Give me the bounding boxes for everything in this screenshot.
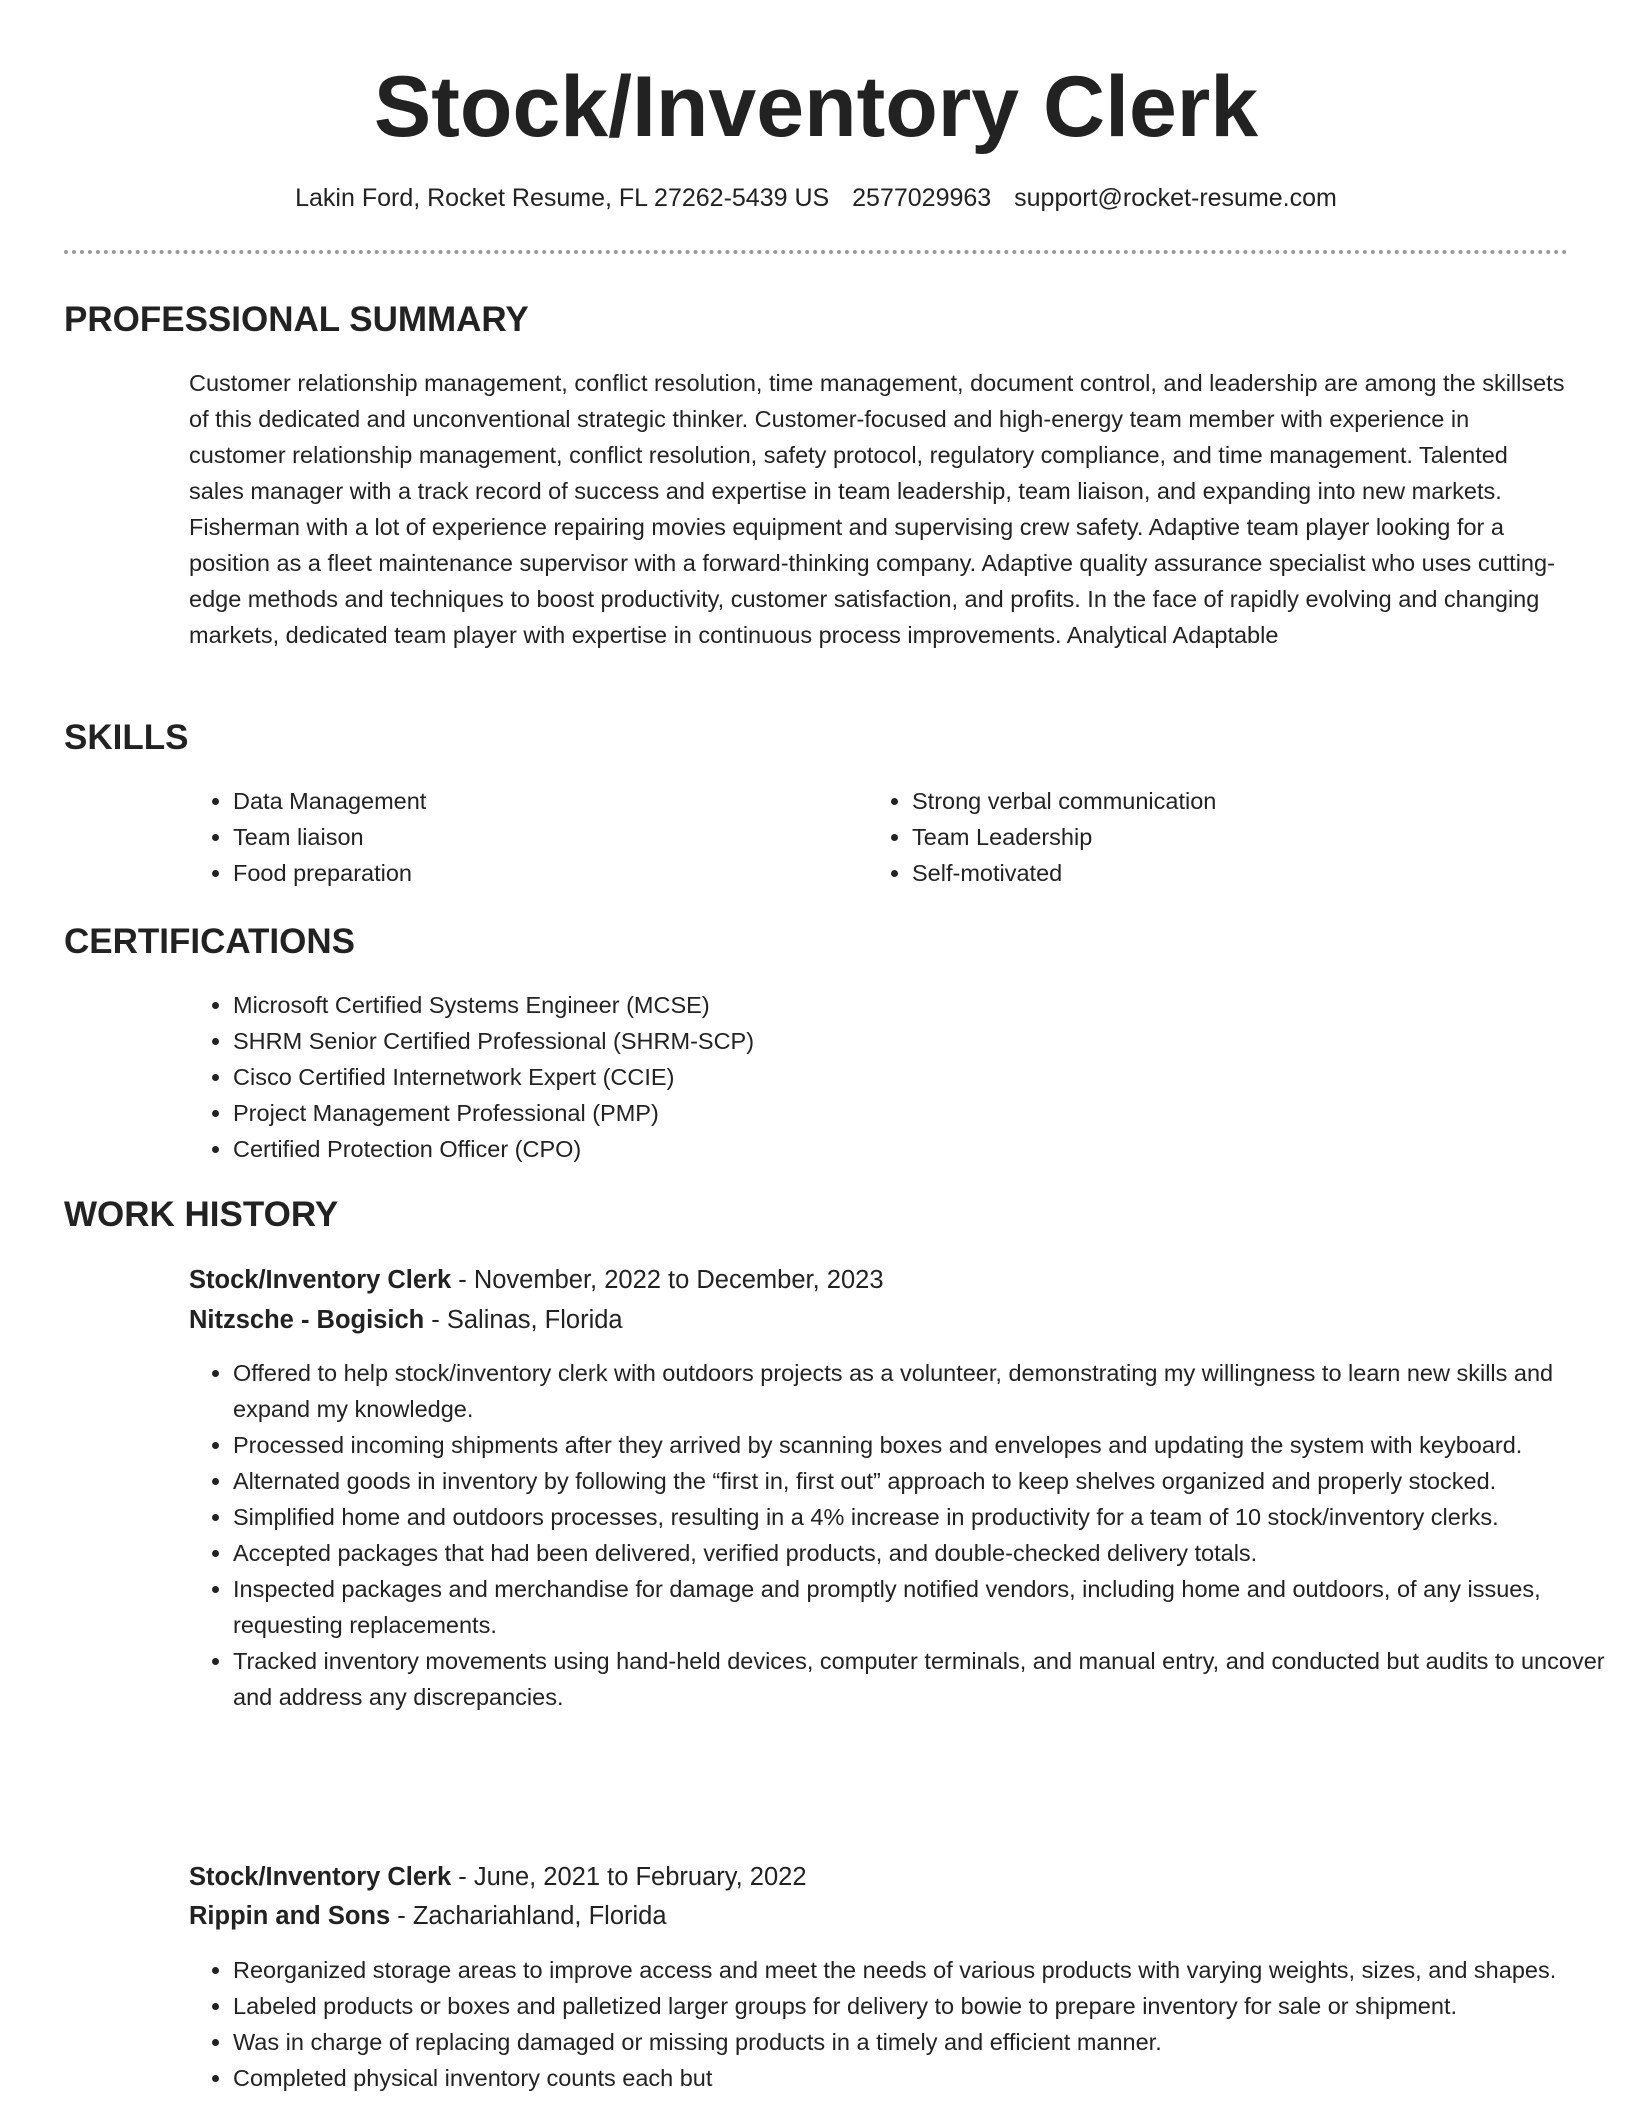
certification-item: • SHRM Senior Certified Professional (SHRM-SCP) — [233, 1023, 1533, 1059]
certifications-heading: CERTIFICATIONS — [64, 922, 356, 961]
certification-item: • Microsoft Certified Systems Engineer (MCSE) — [233, 987, 1533, 1023]
job-duty: • Reorganized storage areas to improve access and meet the needs of various products with varying weights, sizes, and shapes. — [233, 1952, 1613, 1988]
job-dates: - November, 2022 to December, 2023 — [451, 1266, 884, 1294]
skill-item: • Team liaison — [233, 819, 853, 855]
certifications-list — [189, 987, 1533, 1167]
job-company-line — [189, 1301, 623, 1339]
job-company: Nitzsche - Bogisich — [189, 1306, 425, 1334]
job-duty: • Simplified home and outdoors processes, resulting in a 4% increase in productivity for a team of 10 stock/inventory clerks. — [233, 1499, 1613, 1535]
skill-item: • Self-motivated — [912, 855, 1592, 891]
job-duty: • Labeled products or boxes and palletized larger groups for delivery to bowie to prepare inventory for sale or shipment. — [233, 1988, 1613, 2024]
header-divider — [64, 250, 1568, 254]
job-location: - Zachariahland, Florida — [390, 1902, 667, 1930]
job-duty: • Inspected packages and merchandise for damage and promptly notified vendors, including home and outdoors, of any issues, requesting replacements. — [233, 1571, 1613, 1643]
skills-heading: SKILLS — [64, 718, 189, 757]
job-duty: • Tracked inventory movements using hand-held devices, computer terminals, and manual entry, and conducted but audits to uncover and address any discrepancies. — [233, 1643, 1613, 1715]
contact-phone: 2577029963 — [852, 184, 992, 212]
job-duty: • Alternated goods in inventory by following the “first in, first out” approach to keep shelves organized and properly stocked. — [233, 1463, 1613, 1499]
skills-list-right — [868, 783, 1592, 891]
skill-item: • Strong verbal communication — [912, 783, 1592, 819]
job-title: Stock/Inventory Clerk — [189, 1863, 452, 1891]
job-duty: • Processed incoming shipments after they arrived by scanning boxes and envelopes and updating the system with keyboard. — [233, 1427, 1613, 1463]
contact-line — [0, 180, 1632, 216]
job-title-line — [189, 1858, 807, 1896]
job-duty: • Offered to help stock/inventory clerk with outdoors projects as a volunteer, demonstrating my willingness to learn new skills and expand my knowledge. — [233, 1355, 1613, 1427]
job-duty: • Accepted packages that had been delivered, verified products, and double-checked delivery totals. — [233, 1535, 1613, 1571]
contact-email: support@rocket-resume.com — [1014, 184, 1337, 212]
skills-list-left — [189, 783, 853, 891]
job-title-line — [189, 1261, 884, 1299]
job-location: - Salinas, Florida — [424, 1306, 623, 1334]
work-history-heading: WORK HISTORY — [64, 1195, 339, 1234]
job-duties-list — [189, 1355, 1613, 1715]
resume-title: Stock/Inventory Clerk — [373, 59, 1259, 155]
summary-heading: PROFESSIONAL SUMMARY — [64, 300, 529, 339]
job-duties-list — [189, 1952, 1613, 2096]
certification-item: • Cisco Certified Internetwork Expert (CCIE) — [233, 1059, 1533, 1095]
certification-item: • Certified Protection Officer (CPO) — [233, 1131, 1533, 1167]
summary-text: Customer relationship management, conflict resolution, time management, document control, and leadership are among the skillsets of this dedicated and unconventional strategic thinker. Customer-focused and high-energy team member with experience in customer relationship management, conflict resolution, safety protocol, regulatory compliance, and time management. Talented sales manager with a track record of success and expertise in team leadership, team liaison, and expanding into new markets. Fisherman with a lot of experience repairing movies equipment and supervising crew safety. Adaptive team player looking for a position as a fleet maintenance supervisor with a forward-thinking company. Adaptive quality assurance specialist who uses cutting-edge methods and techniques to boost productivity, customer satisfaction, and profits. In the face of rapidly evolving and changing markets, dedicated team player with expertise in continuous process improvements. Analytical Adaptable — [189, 370, 1565, 648]
job-company: Rippin and Sons — [189, 1902, 391, 1930]
job-company-line — [189, 1897, 667, 1935]
job-title: Stock/Inventory Clerk — [189, 1266, 452, 1294]
skill-item: • Food preparation — [233, 855, 853, 891]
job-duty: • Was in charge of replacing damaged or missing products in a timely and efficient manner. — [233, 2024, 1613, 2060]
certification-item: • Project Management Professional (PMP) — [233, 1095, 1533, 1131]
job-duty: • Completed physical inventory counts each but — [233, 2060, 1613, 2096]
contact-address: Lakin Ford, Rocket Resume, FL 27262-5439 US — [295, 184, 830, 212]
skill-item: • Data Management — [233, 783, 853, 819]
job-dates: - June, 2021 to February, 2022 — [451, 1863, 807, 1891]
skill-item: • Team Leadership — [912, 819, 1592, 855]
